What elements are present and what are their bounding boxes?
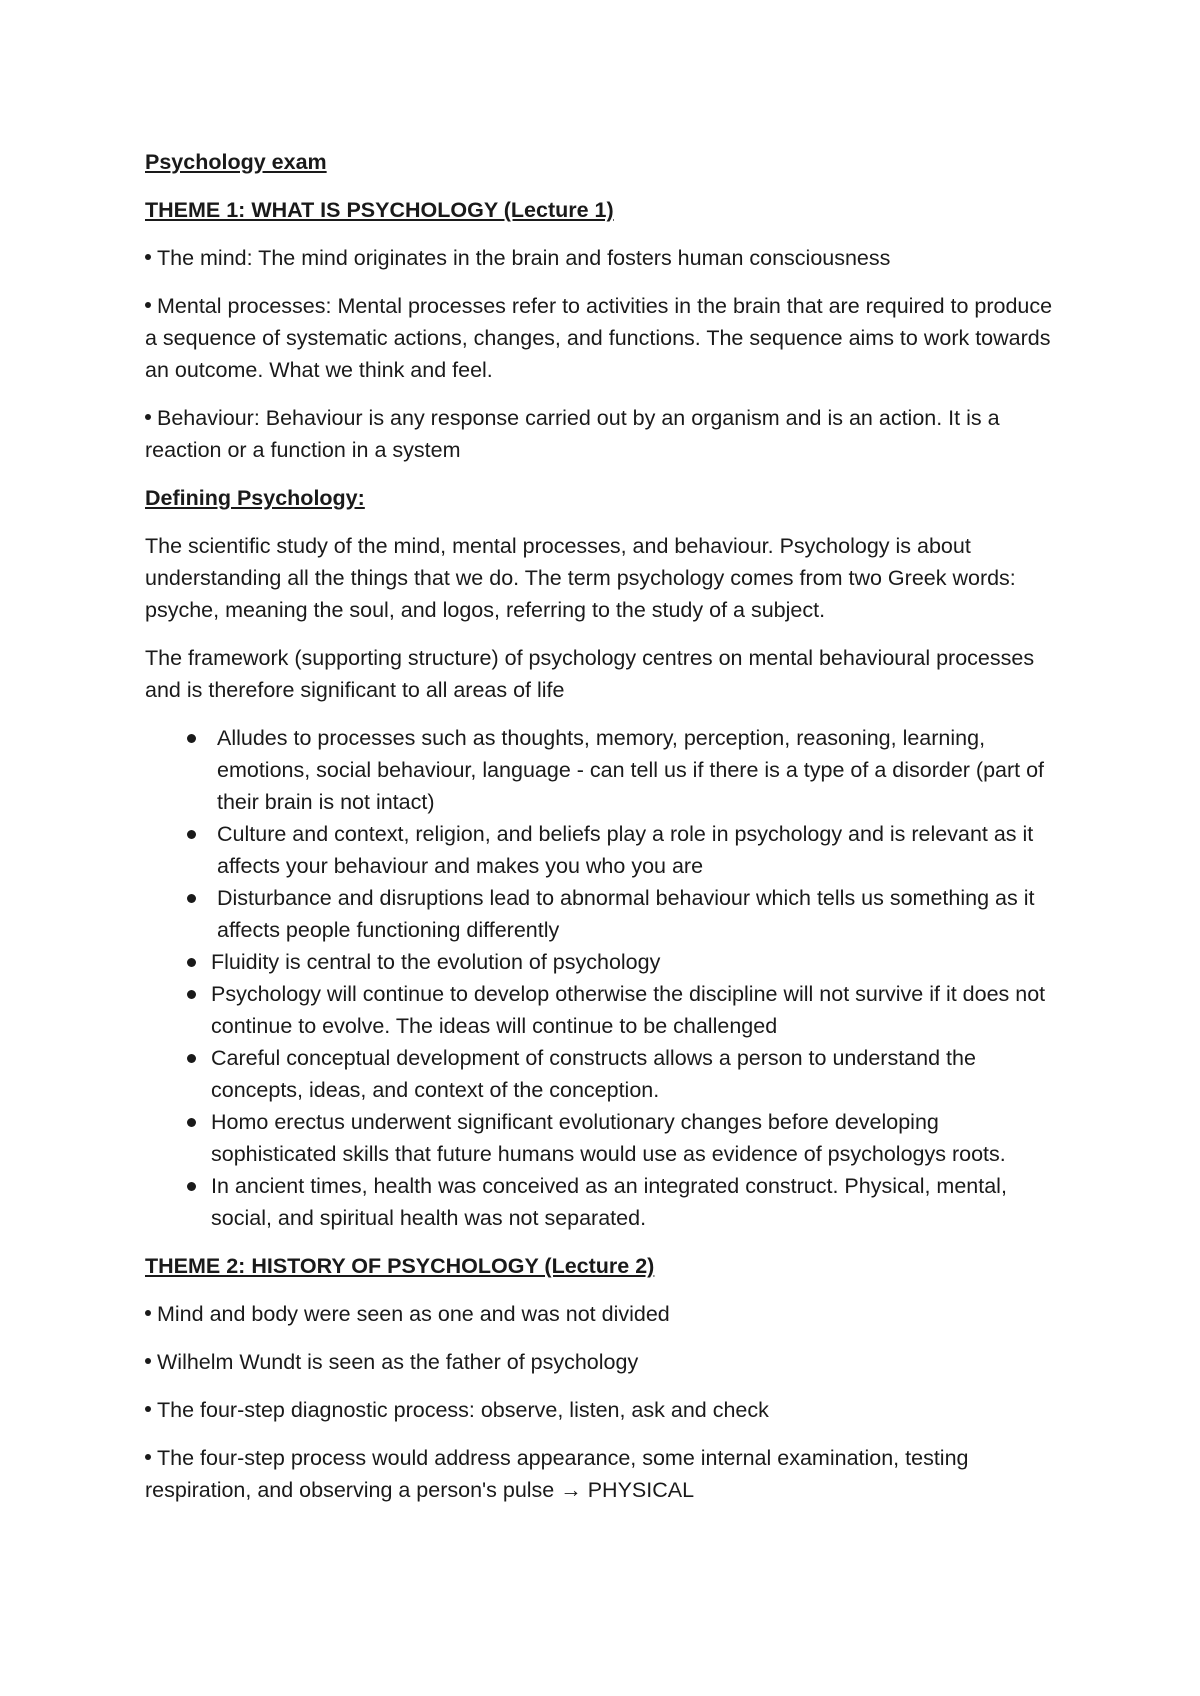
- bullet-icon: [145, 254, 151, 260]
- theme-1-bullet-mental-processes: Mental processes: Mental processes refer to activities in the brain that are required to produce a sequence of systematic actions, changes, and functions. The sequence aims to work towards an outcome. What we think and feel.: [145, 294, 1053, 382]
- bullet-icon: [187, 894, 196, 903]
- bullet-icon: [187, 990, 196, 999]
- bullet-icon: [187, 830, 196, 839]
- list-item: In ancient times, health was conceived as an integrated construct. Physical, mental, social, and spiritual health was not separated.: [145, 1170, 1065, 1234]
- framework-paragraph: The framework (supporting structure) of psychology centres on mental behavioural processes and is therefore significant to all areas of life: [145, 646, 1035, 702]
- document-page: [145, 146, 1065, 1522]
- bullet-icon: [187, 734, 196, 743]
- list-item: Homo erectus underwent significant evolutionary changes before developing sophisticated skills that future humans would use as evidence of psychologys roots.: [145, 1106, 1065, 1170]
- bullet-icon: [187, 1118, 196, 1127]
- defining-psychology-heading: Defining Psychology:: [145, 486, 365, 510]
- list-item: Fluidity is central to the evolution of psychology: [145, 946, 1065, 978]
- theme-2-bullet: The four-step diagnostic process: observe, listen, ask and check: [145, 1394, 1065, 1426]
- theme-2-bullet: Wilhelm Wundt is seen as the father of psychology: [145, 1346, 1065, 1378]
- bullet-icon: [187, 958, 196, 967]
- theme-1-bullet-mind: The mind: The mind originates in the brain and fosters human consciousness: [145, 242, 1065, 274]
- document-title: Psychology exam: [145, 150, 327, 174]
- list-item: Alludes to processes such as thoughts, memory, perception, reasoning, learning, emotions, social behaviour, language - can tell us if there is a type of a disorder (part of their brain is not intact): [145, 722, 1065, 818]
- list-item: Culture and context, religion, and beliefs play a role in psychology and is relevant as it affects your behaviour and makes you who you are: [145, 818, 1065, 882]
- bullet-icon: [145, 414, 151, 420]
- theme-2-bullet: The four-step process would address appearance, some internal examination, testing respiration, and observing a person's pulse → PHYSICAL: [145, 1446, 969, 1502]
- bullet-icon: [187, 1182, 196, 1191]
- theme-2-heading: THEME 2: HISTORY OF PSYCHOLOGY (Lecture 2): [145, 1254, 655, 1278]
- list-item: Careful conceptual development of constructs allows a person to understand the concepts, ideas, and context of the conception.: [145, 1042, 1065, 1106]
- theme-1-heading: THEME 1: WHAT IS PSYCHOLOGY (Lecture 1): [145, 198, 614, 222]
- bullet-icon: [145, 1454, 151, 1460]
- bullet-icon: [145, 1358, 151, 1364]
- theme-1-list: [145, 722, 1065, 1234]
- theme-2-bullet: Mind and body were seen as one and was not divided: [145, 1298, 1065, 1330]
- bullet-icon: [145, 302, 151, 308]
- bullet-icon: [145, 1310, 151, 1316]
- list-item: Disturbance and disruptions lead to abnormal behaviour which tells us something as it affects people functioning differently: [145, 882, 1065, 946]
- theme-1-bullet-behaviour: Behaviour: Behaviour is any response carried out by an organism and is an action. It is a reaction or a function in a system: [145, 406, 1000, 462]
- bullet-icon: [187, 1054, 196, 1063]
- defining-psychology-paragraph: The scientific study of the mind, mental processes, and behaviour. Psychology is about understanding all the things that we do. The term psychology comes from two Greek words: psyche, meaning the soul, and logos, referring to the study of a subject.: [145, 534, 1016, 622]
- list-item: Psychology will continue to develop otherwise the discipline will not survive if it does not continue to evolve. The ideas will continue to be challenged: [145, 978, 1065, 1042]
- bullet-icon: [145, 1406, 151, 1412]
